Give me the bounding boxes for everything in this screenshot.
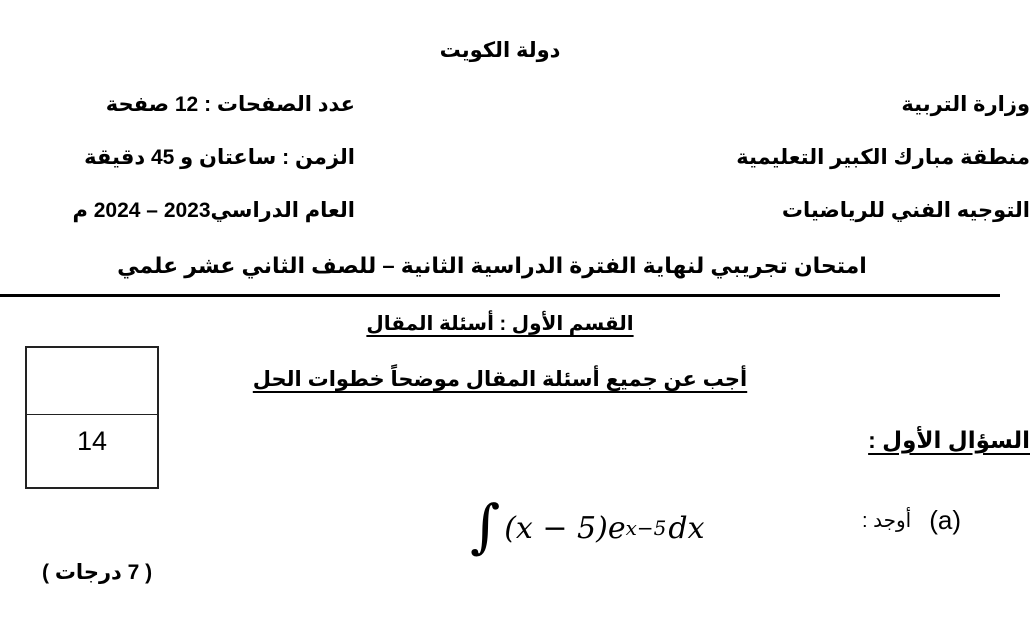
- part-label: (a): [929, 505, 961, 535]
- academic-year: العام الدراسي2023 – 2024 م: [72, 199, 355, 222]
- page-count: عدد الصفحات : 12 صفحة: [105, 93, 355, 116]
- page-title: [0, 38, 1000, 63]
- section-title: القسم الأول : أسئلة المقال: [366, 313, 634, 335]
- score-box: [25, 346, 159, 489]
- district-name: منطقة مبارك الكبير التعليمية: [736, 146, 1030, 169]
- integral-sign: ∫: [470, 492, 501, 560]
- integral-expression: [470, 488, 705, 568]
- department-name: التوجيه الفني للرياضيات: [781, 199, 1030, 222]
- ministry-name: وزارة التربية: [901, 93, 1030, 116]
- colon-prompt: أوجد :: [862, 510, 912, 532]
- score-total: 14: [76, 426, 108, 456]
- exam-title: امتحان تجريبي لنهاية الفترة الدراسية الثانية – للصف الثاني عشر علمي: [117, 253, 867, 278]
- score-box-divider: [27, 414, 157, 415]
- exponent: x−5: [625, 516, 667, 540]
- header-divider: [0, 294, 1000, 297]
- section-instruction: أجب عن جميع أسئلة المقال موضحاً خطوات الحل: [252, 368, 748, 391]
- marks-label: ( 7 درجات ): [42, 561, 153, 584]
- exam-duration: الزمن : ساعتان و 45 دقيقة: [84, 146, 355, 169]
- question-part: [862, 505, 961, 536]
- question-label: السؤال الأول :: [868, 427, 1030, 453]
- integrand: (x − 5)e: [504, 510, 626, 546]
- differential: dx: [668, 510, 705, 546]
- country-name: دولة الكويت: [439, 39, 561, 62]
